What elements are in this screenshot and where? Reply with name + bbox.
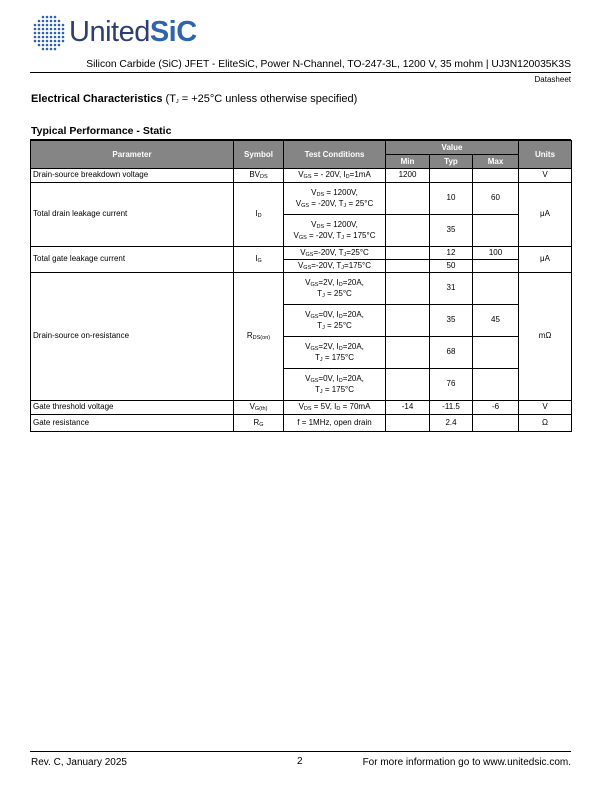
unit-cell: Ω: [519, 415, 572, 432]
min-cell: [386, 369, 430, 401]
condition-cell: $V_{GS}=-20V$, $T_J=175^\circ C$: [284, 260, 386, 273]
typ-cell: 35: [430, 215, 473, 247]
page-number: 2: [297, 756, 303, 767]
table-row: [31, 273, 572, 305]
condition-cell: $V_{GS}$ = - 20V, $I_D=1mA$: [284, 169, 386, 183]
max-cell: 45: [473, 305, 519, 337]
footer-website-text: For more information go to www.unitedsic.com.: [362, 757, 571, 768]
unit-cell: V: [519, 169, 572, 183]
table-header-row: [31, 141, 572, 155]
condition-cell: $V_{GS}=-20V$, $T_J=25^\circ C$: [284, 247, 386, 260]
condition-cell: $V_{DS} = 1200V$, $V_{GS} = -20V$, $T_J = 25^\circ C$: [284, 183, 386, 215]
min-cell: [386, 337, 430, 369]
condition-cell: f = 1MHz, open drain: [284, 415, 386, 432]
param-cell: Drain-source breakdown voltage: [31, 169, 234, 183]
min-cell: [386, 247, 430, 260]
max-cell: [473, 273, 519, 305]
typ-cell: 31: [430, 273, 473, 305]
condition-cell: $V_{GS}=2V$, $I_D=20A$, $T_J = 175^\circ C$: [284, 337, 386, 369]
logo-wordmark: UnitedSiC: [69, 16, 197, 48]
typ-cell: -11.5: [430, 401, 473, 415]
min-cell: [386, 273, 430, 305]
unitedsic-logo: [31, 14, 201, 56]
document-title: Silicon Carbide (SiC) JFET - EliteSiC, Power N-Channel, TO-247-3L, 1200 V, 35 mohm | UJ3N120035K3S: [86, 59, 571, 70]
param-cell: Gate threshold voltage: [31, 401, 234, 415]
min-cell: [386, 260, 430, 273]
max-cell: [473, 260, 519, 273]
col-symbol: Symbol: [234, 141, 284, 169]
symbol-cell: $BV_{DS}$: [234, 169, 284, 183]
min-cell: [386, 215, 430, 247]
logo-dot-grid-icon: [31, 14, 67, 54]
max-cell: [473, 215, 519, 247]
max-cell: -6: [473, 401, 519, 415]
symbol-cell: $R_{DS(on)}$: [234, 273, 284, 401]
revision-label: Rev. C, January 2025: [31, 757, 127, 768]
min-cell: [386, 415, 430, 432]
typ-cell: 12: [430, 247, 473, 260]
unit-cell: μA: [519, 183, 572, 247]
typ-cell: 35: [430, 305, 473, 337]
condition-cell: $V_{GS}=0V$, $I_D=20A$, $T_J = 25^\circ C$: [284, 305, 386, 337]
param-cell: Drain-source on-resistance: [31, 273, 234, 401]
col-min: Min: [386, 155, 430, 169]
table-row: [31, 169, 572, 183]
max-cell: 100: [473, 247, 519, 260]
unit-cell: V: [519, 401, 572, 415]
condition-cell: $V_{GS}=2V$, $I_D=20A$, $T_J = 25^\circ C$: [284, 273, 386, 305]
max-cell: 60: [473, 183, 519, 215]
max-cell: [473, 169, 519, 183]
unit-cell: mΩ: [519, 273, 572, 401]
symbol-cell: $V_{G(th)}$: [234, 401, 284, 415]
min-cell: [386, 183, 430, 215]
document-type: Datasheet: [534, 75, 571, 84]
header-divider: [30, 72, 571, 73]
characteristics-table: [30, 140, 572, 432]
col-typ: Typ: [430, 155, 473, 169]
col-test-conditions: Test Conditions: [284, 141, 386, 169]
max-cell: [473, 369, 519, 401]
col-parameter: Parameter: [31, 141, 234, 169]
symbol-cell: $I_D$: [234, 183, 284, 247]
col-value: Value: [386, 141, 519, 155]
symbol-cell: $R_G$: [234, 415, 284, 432]
table-row: [31, 247, 572, 260]
typ-cell: 68: [430, 337, 473, 369]
col-max: Max: [473, 155, 519, 169]
typ-cell: [430, 169, 473, 183]
typ-cell: 76: [430, 369, 473, 401]
max-cell: [473, 415, 519, 432]
section-title: Electrical Characteristics ($T_J = +25^\circ C$ unless otherwise specified): [31, 93, 358, 105]
unit-cell: μA: [519, 247, 572, 273]
footer-divider: [30, 751, 571, 752]
col-units: Units: [519, 141, 572, 169]
table-row: [31, 415, 572, 432]
condition-cell: $V_{GS}=0V$, $I_D=20A$, $T_J = 175^\circ C$: [284, 369, 386, 401]
param-cell: Total gate leakage current: [31, 247, 234, 273]
typ-cell: 10: [430, 183, 473, 215]
min-cell: 1200: [386, 169, 430, 183]
condition-cell: $V_{DS} = 1200V$, $V_{GS} = -20V$, $T_J = 175^\circ C$: [284, 215, 386, 247]
param-cell: Gate resistance: [31, 415, 234, 432]
param-cell: Total drain leakage current: [31, 183, 234, 247]
min-cell: [386, 305, 430, 337]
typ-cell: 50: [430, 260, 473, 273]
typ-cell: 2.4: [430, 415, 473, 432]
table-row: [31, 183, 572, 215]
table-row: [31, 401, 572, 415]
min-cell: -14: [386, 401, 430, 415]
max-cell: [473, 337, 519, 369]
table-title: Typical Performance - Static: [31, 125, 172, 137]
symbol-cell: $I_G$: [234, 247, 284, 273]
condition-cell: $V_{DS} = 5V$, $I_D = 70mA$: [284, 401, 386, 415]
